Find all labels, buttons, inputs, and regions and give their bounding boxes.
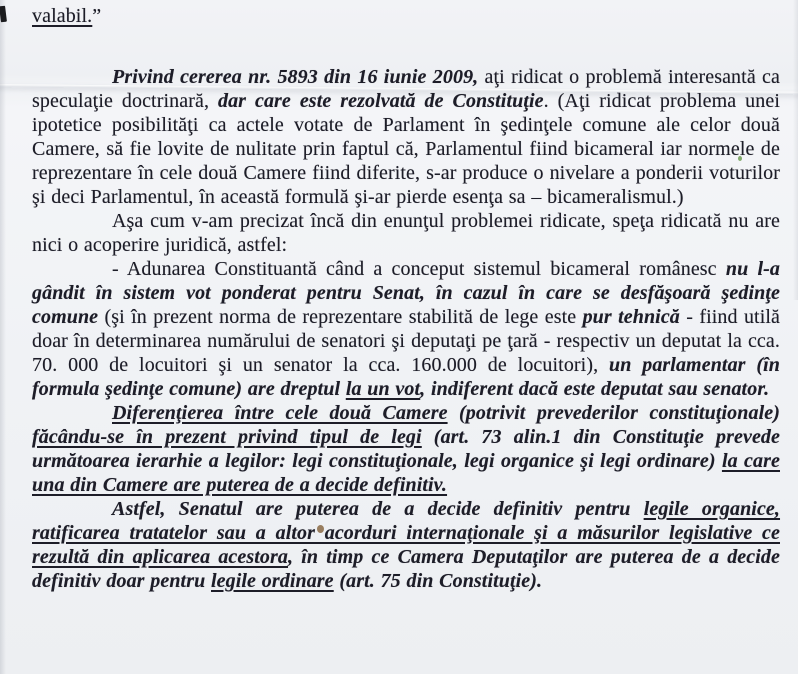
text-run: legile organice, ratificarea tratatelor sau a altor acorduri internaţionale şi a măsurilor legislative ce rezultă din aplicarea acestora — [32, 498, 781, 568]
text-run: pur tehnică — [582, 306, 680, 328]
scan-edge-shadow-right — [793, 0, 798, 300]
text-run: (potrivit prevederilor constituţionale) — [447, 402, 780, 424]
text-run: la un vot — [345, 378, 421, 400]
text-run: Aşa cum v-am precizat încă din enunţul problemei ridicate, speţa ridicată nu are nici o acoperire juridică, astfel: — [32, 210, 780, 256]
paragraph — [32, 257, 780, 401]
text-run: un parlamentar (în formula şedinţe comune) are dreptul — [32, 354, 780, 400]
text-run: Diferenţierea între cele două Camere — [112, 402, 448, 424]
text-run: - fiind utilă doar în determinarea numărului de senatori şi deputaţi pe ţară - respectiv un deputat la cca. 70. 000 de locuitori şi un senator la cca. 160.000 de locuitori), — [32, 306, 780, 376]
text-run: (şi în prezent norma de reprezentare stabilită de lege este — [98, 306, 583, 328]
text-run: (art. 75 din Constituţie). — [333, 570, 543, 592]
text-run: la care una din Camere are puterea de a decide definitiv. — [32, 450, 780, 496]
text-run: nu l-a gândit în sistem vot ponderat pentru Senat, în cazul în care se desfăşoară şedinţe comune — [32, 258, 780, 328]
paragraph — [32, 65, 780, 209]
text-run: legile ordinare — [211, 570, 334, 592]
text-run: Privind cererea nr. 5893 din 16 iunie 2009, — [112, 66, 479, 88]
quote-tail-line — [32, 4, 780, 28]
text-run: , în timp ce Camera Deputaţilor are puterea de a decide definitiv doar pentru — [32, 546, 780, 592]
text-run: , indiferent dacă este deputat sau senator. — [420, 378, 770, 400]
text-run: dar care este rezolvată de Constituţie — [217, 90, 544, 112]
text-run: aţi ridicat o problemă interesantă ca speculaţie doctrinară, — [32, 66, 780, 112]
document-body — [32, 4, 780, 593]
text-run: făcându-se în prezent privind tipul de legi — [32, 426, 422, 448]
text-run: . (Aţi ridicat problema unei ipotetice posibilităţi ca actele votate de Parlament în şedinţele comune ale celor două Camere, să fie lovite de nulitate prin faptul că, Parlamentul fiind bicameral iar normele de reprezentare în cele două Camere fiind diferite, s-ar produce o nivelare a ponderii voturilor şi deci Parlamentul, în această formulă şi-ar pierde esenţa sa – bicameralismul.) — [32, 90, 780, 208]
paragraph — [32, 497, 780, 593]
paragraph — [32, 209, 780, 257]
text-run: - Adunarea Constituantă când a conceput sistemul bicameral românesc — [112, 258, 726, 280]
text-run: ” — [92, 5, 102, 27]
text-run: valabil. — [32, 5, 93, 27]
paragraph — [32, 401, 780, 497]
scan-edge-shadow-left — [0, 0, 6, 674]
text-run: Astfel, Senatul are puterea de a decide definitiv pentru — [112, 498, 644, 520]
text-run: (art. 73 alin.1 din Constituţie prevede următoarea ierarhie a legilor: legi constituţionale, legi organice şi legi ordinare) — [32, 426, 780, 472]
